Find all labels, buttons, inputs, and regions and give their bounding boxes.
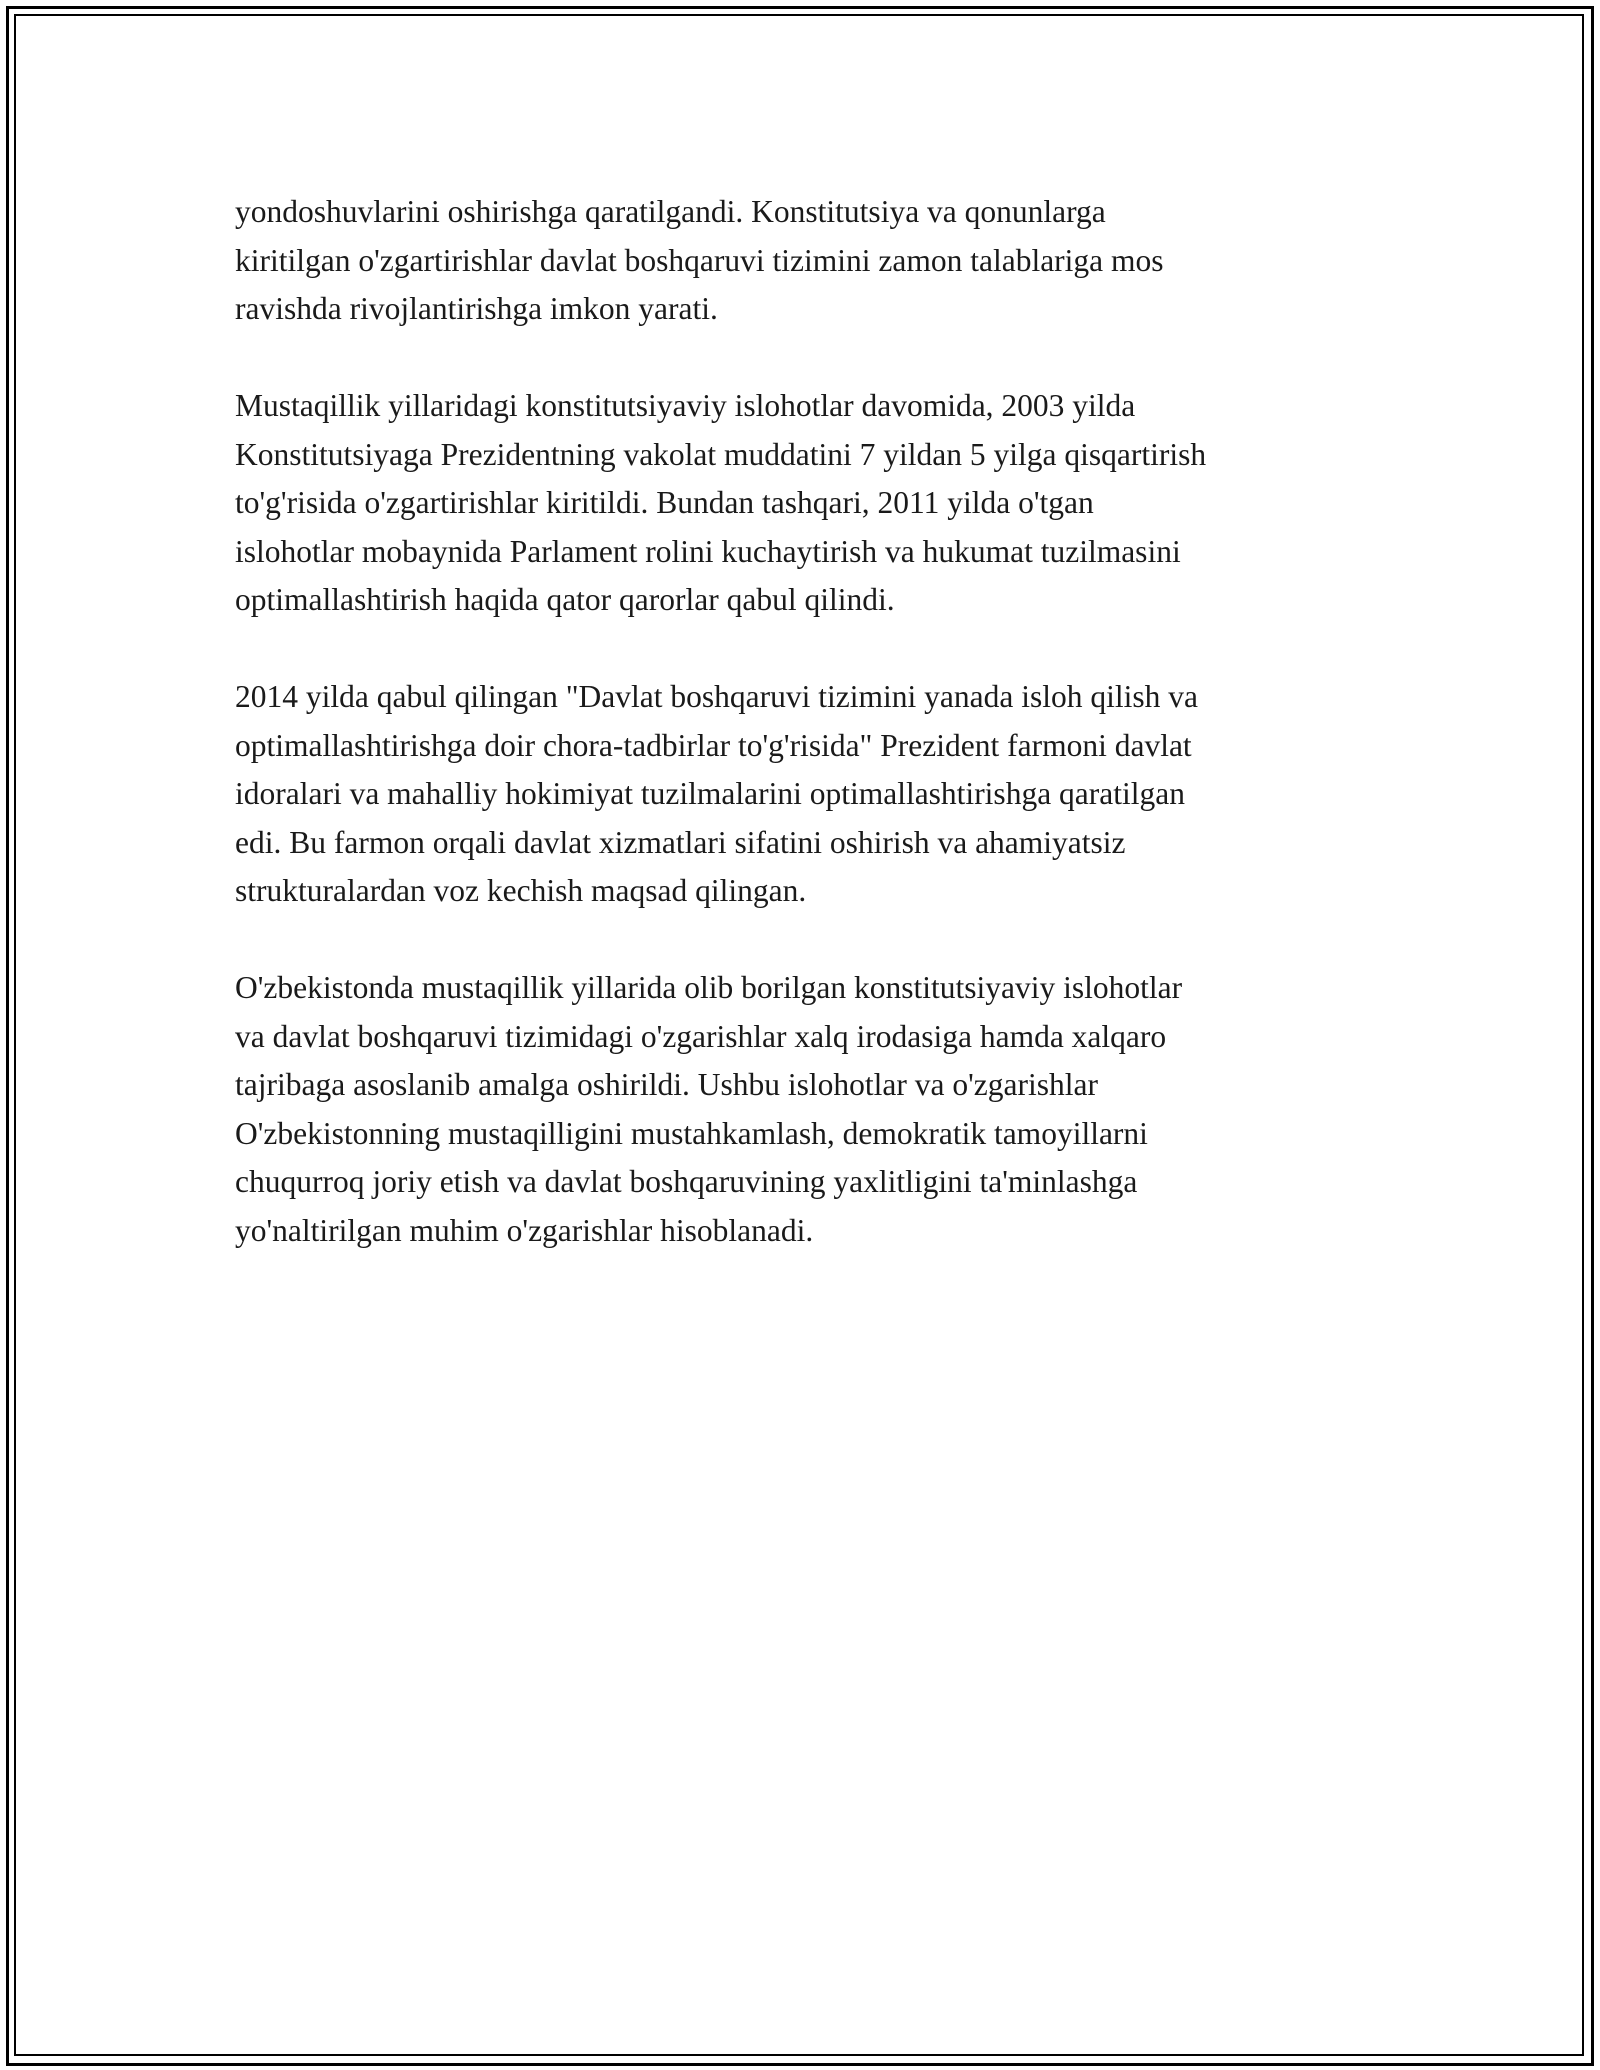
text-line: O'zbekistonda mustaqillik yillarida olib borilgan konstitutsiyaviy islohotlar [235,970,1183,1005]
text-line: edi. Bu farmon orqali davlat xizmatlari sifatini oshirish va ahamiyatsiz [235,824,1126,860]
paragraph-3 [235,673,1385,916]
paragraph-4 [235,964,1385,1255]
text-line: idoralari va mahalliy hokimiyat tuzilmalarini optimallashtirishga qaratilgan [235,776,1185,811]
text-line: tajribaga asoslanib amalga oshirildi. Ushbu islohotlar va o'zgarishlar [235,1067,1098,1102]
text-line: optimallashtirish haqida qator qarorlar qabul qilindi. [235,582,895,617]
text-line: to'g'risida o'zgartirishlar kiritildi. Bundan tashqari, 2011 yilda o'tgan [235,485,1094,520]
paragraph-2 [235,382,1385,625]
text-line: va davlat boshqaruvi tizimidagi o'zgarishlar xalq irodasiga hamda xalqaro [235,1018,1167,1054]
text-line: Mustaqillik yillaridagi konstitutsiyaviy islohotlar davomida, 2003 yilda [235,388,1136,423]
text-line: 2014 yilda qabul qilingan "Davlat boshqaruvi tizimini yanada isloh qilish va [235,679,1198,714]
text-line: Konstitutsiyaga Prezidentning vakolat muddatini 7 yildan 5 yilga qisqartirish [235,436,1207,472]
text-line: ravishda rivojlantirishga imkon yarati. [235,291,718,326]
text-line: O'zbekistonning mustaqilligini mustahkamlash, demokratik tamoyillarni [235,1115,1148,1151]
text-line: yondoshuvlarini oshirishga qaratilgandi. Konstitutsiya va qonunlarga [235,194,1106,229]
text-line: kiritilgan o'zgartirishlar davlat boshqaruvi tizimini zamon talablariga mos [235,242,1164,278]
text-line: islohotlar mobaynida Parlament rolini kuchaytirish va hukumat tuzilmasini [235,533,1181,569]
text-line: chuqurroq joriy etish va davlat boshqaruvining yaxlitligini ta'minlashga [235,1164,1138,1199]
paragraph-1 [235,188,1385,334]
text-line: optimallashtirishga doir chora-tadbirlar to'g'risida" Prezident farmoni davlat [235,727,1192,763]
text-line: strukturalardan voz kechish maqsad qilingan. [235,873,807,908]
text-line: yo'naltirilgan muhim o'zgarishlar hisoblanadi. [235,1212,814,1248]
document-body [235,188,1385,1304]
